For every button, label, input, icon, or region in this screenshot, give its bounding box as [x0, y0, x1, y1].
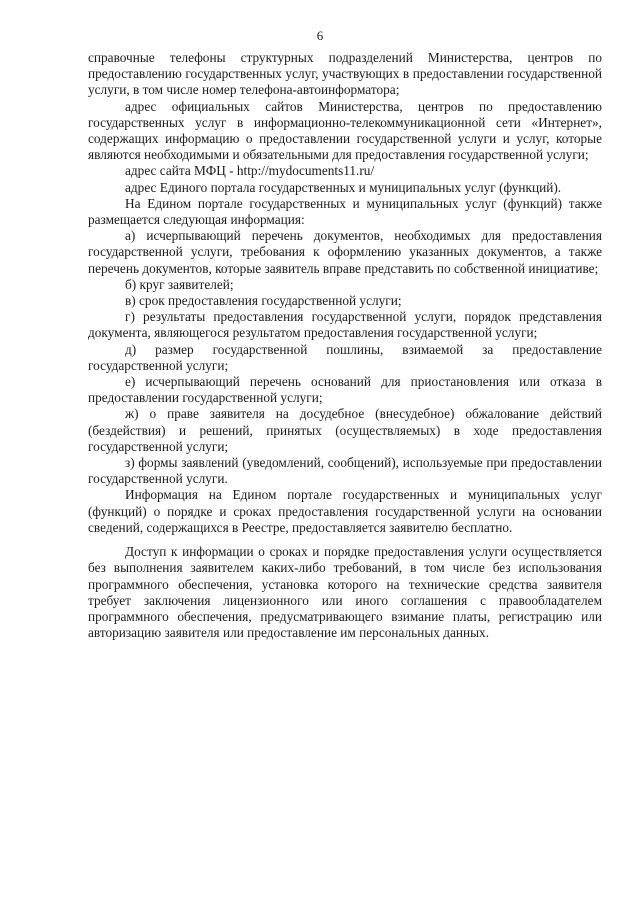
list-item-v: в) срок предоставления государственной услуги; [125, 293, 402, 309]
document-body [88, 50, 602, 641]
list-item-e: е) исчерпывающий перечень оснований для приостановления или отказа в предоставлении государственной услуги; [88, 374, 602, 406]
list-item-z: з) формы заявлений (уведомлений, сообщений), используемые при предоставлении государственной услуги. [88, 455, 602, 487]
paragraph-reference-phones: справочные телефоны структурных подразделений Министерства, центров по предоставлению государственных услуг, участвующих в предоставлении государственной услуги, в том числе номер телефона-автоинформатора; [88, 50, 602, 98]
paragraph-unified-portal-address: адрес Единого портала государственных и муниципальных услуг (функций). [125, 179, 562, 195]
paragraph-portal-info-intro: На Едином портале государственных и муниципальных услуг (функций) также размещается следующая информация: [88, 195, 602, 228]
list-item-d: д) размер государственной пошлины, взимаемой за предоставление государственной услуги; [88, 341, 602, 373]
list-item-b: б) круг заявителей; [125, 276, 234, 292]
list-item-zh: ж) о праве заявителя на досудебное (внесудебное) обжалование действий (бездействия) и решений, принятых (осуществляемых) в ходе предоставления государственной услуги; [88, 406, 602, 454]
list-item-g: г) результаты предоставления государственной услуги, порядок представления документа, являющегося результатом предоставления государственной услуги; [88, 309, 602, 341]
paragraph-access-conditions: Доступ к информации о сроках и порядке предоставления услуги осуществляется без выполнения заявителем каких-либо требований, в том числе без использования программного обеспечения, установка которого на технические средства заявителя требует заключения лицензионного или иного соглашения с правообладателем программного обеспечения, предусматривающего взимание платы, регистрацию или авторизацию заявителя или предоставление им персональных данных. [88, 544, 602, 641]
list-item-a: а) исчерпывающий перечень документов, необходимых для предоставления государственной услуги, требования к оформлению указанных документов, а также перечень документов, которые заявитель вправе представить по собственной инициативе; [88, 228, 602, 276]
paragraph-portal-info-free: Информация на Едином портале государственных и муниципальных услуг (функций) о порядке и сроках предоставления государственной услуги на основании сведений, содержащихся в Реестре, предоставляется заявителю бесплатно. [88, 487, 602, 535]
paragraph-mfc-site: адрес сайта МФЦ - http://mydocuments11.ru/ [125, 163, 375, 179]
paragraph-official-sites: адрес официальных сайтов Министерства, центров по предоставлению государственных услуг в информационно-телекоммуникационной сети «Интернет», содержащих информацию о предоставлении государственной услуги и услуг, которые являются необходимыми и обязательными для предоставления государственной услуги; [88, 98, 602, 163]
page-number: 6 [316, 28, 324, 43]
